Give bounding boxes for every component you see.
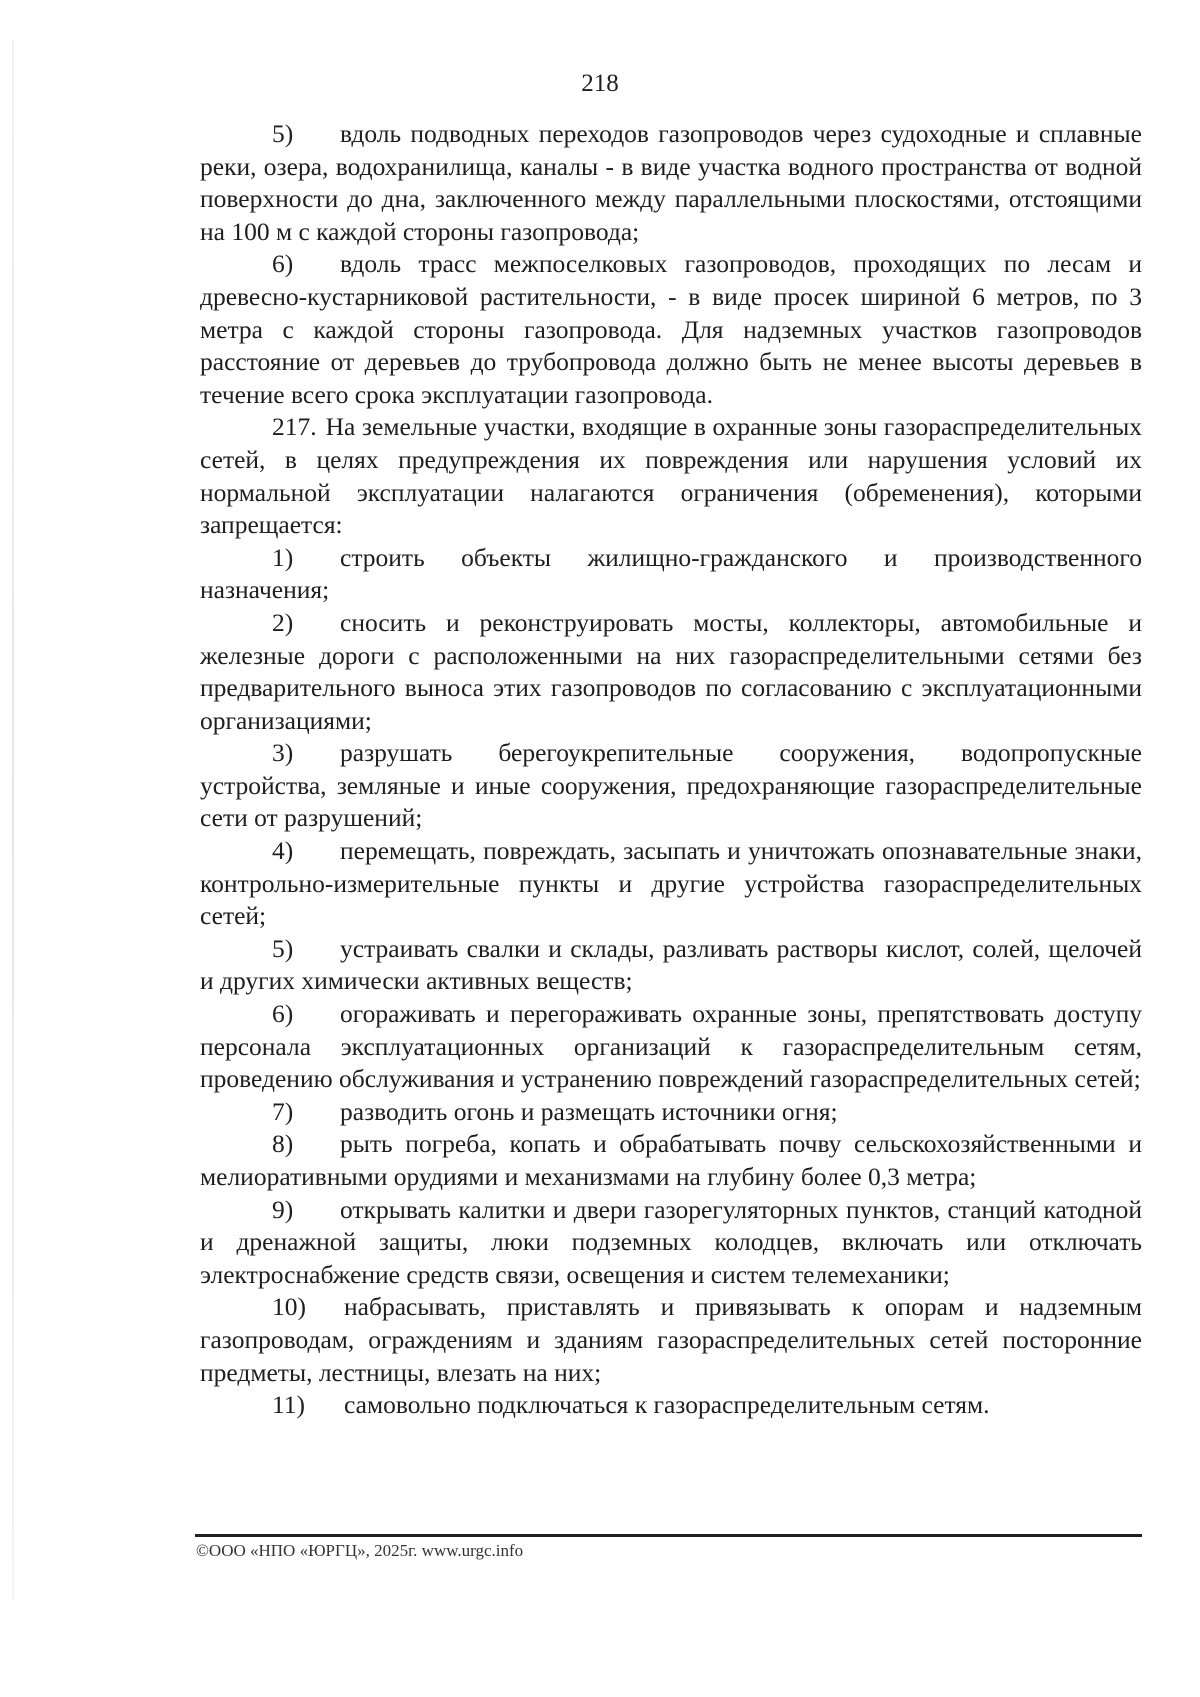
item-text: сносить и реконструировать мосты, коллекторы, автомобильные и железные дороги с расположенными на них газораспределительными сетями без предварительного выноса этих газопроводов по согласованию с эксплуатационными организациями;: [200, 607, 1142, 735]
item-number: 5): [272, 119, 294, 148]
list-item: [200, 1128, 1142, 1193]
item-text: строить объекты жилищно-гражданского и производственного назначения;: [200, 542, 1142, 605]
item-text: разводить огонь и размещать источники огня;: [340, 1096, 838, 1126]
item-number: 9): [272, 1194, 294, 1224]
scan-edge-shadow: [12, 40, 14, 1600]
item-number: 2): [272, 607, 294, 637]
list-item: [200, 998, 1142, 1096]
list-item: [200, 248, 1142, 411]
item-text: самовольно подключаться к газораспределительным сетям.: [344, 1390, 990, 1420]
list-item: [200, 118, 1142, 248]
list-item: [200, 933, 1142, 998]
footer-copyright: ©ООО «НПО «ЮРГЦ», 2025г. www.urgc.info: [196, 1541, 524, 1560]
item-number: 5): [272, 933, 294, 963]
item-number: 10): [272, 1292, 306, 1322]
item-number: 6): [272, 249, 294, 279]
list-item: [200, 542, 1142, 607]
item-text: разрушать берегоукрепительные сооружения, водопропускные устройства, земляные и иные сооружения, предохраняющие газораспределительные сети от разрушений;: [200, 738, 1142, 833]
item-number: 1): [272, 542, 294, 572]
clause-paragraph: [200, 411, 1142, 541]
list-item: [200, 835, 1142, 933]
clause-text: На земельные участки, входящие в охранные зоны газораспределительных сетей, в целях предупреждения их повреждения или нарушения условий их нормальной эксплуатации налагаются ограничения (обременения), которыми запрещается:: [200, 412, 1142, 540]
document-body: [200, 118, 1142, 1422]
item-text: перемещать, повреждать, засыпать и уничтожать опознавательные знаки, контрольно-измерительные пункты и другие устройства газораспределительных сетей;: [200, 836, 1142, 931]
item-text: вдоль трасс межпоселковых газопроводов, проходящих по лесам и древесно-кустарниковой растительности, - в виде просек шириной 6 метров, по 3 метра с каждой стороны газопровода. Для надземных участков газопроводов расстояние от деревьев до трубопровода должно быть не менее высоты деревьев в течение всего срока эксплуатации газопровода.: [200, 249, 1142, 409]
item-number: 8): [272, 1129, 294, 1159]
item-number: 7): [272, 1096, 294, 1126]
item-text: вдоль подводных переходов газопроводов через судоходные и сплавные реки, озера, водохранилища, каналы - в виде участка водного пространства от водной поверхности до дна, заключенного между параллельными плоскостями, отстоящими на 100 м с каждой стороны газопровода;: [200, 119, 1142, 246]
list-item: [200, 1389, 1142, 1422]
item-text: огораживать и перегораживать охранные зоны, препятствовать доступу персонала эксплуатационных организаций к газораспределительным сетям, проведению обслуживания и устранению повреждений газораспределительных сетей;: [200, 999, 1142, 1094]
item-text: набрасывать, приставлять и привязывать к опорам и надземным газопроводам, ограждениям и зданиям газораспределительных сетей посторонние предметы, лестницы, влезать на них;: [200, 1292, 1142, 1387]
item-text: рыть погреба, копать и обрабатывать почву сельскохозяйственными и мелиоративными орудиями и механизмами на глубину более 0,3 метра;: [200, 1129, 1142, 1191]
page-number: 218: [581, 70, 619, 97]
list-item: [200, 607, 1142, 737]
footer-divider: [195, 1534, 1142, 1537]
item-number: 4): [272, 836, 294, 866]
list-item: [200, 737, 1142, 835]
item-number: 11): [272, 1390, 306, 1420]
item-number: 3): [272, 738, 294, 768]
item-text: устраивать свалки и склады, разливать растворы кислот, солей, щелочей и других химически активных веществ;: [200, 933, 1142, 996]
list-item: [200, 1096, 1142, 1129]
list-item: [200, 1194, 1142, 1292]
list-item: [200, 1291, 1142, 1389]
item-number: 6): [272, 999, 294, 1029]
item-text: открывать калитки и двери газорегуляторных пунктов, станций катодной и дренажной защиты, люки подземных колодцев, включать или отключать электроснабжение средств связи, освещения и систем телемеханики;: [200, 1194, 1142, 1289]
clause-number: 217.: [272, 412, 317, 442]
